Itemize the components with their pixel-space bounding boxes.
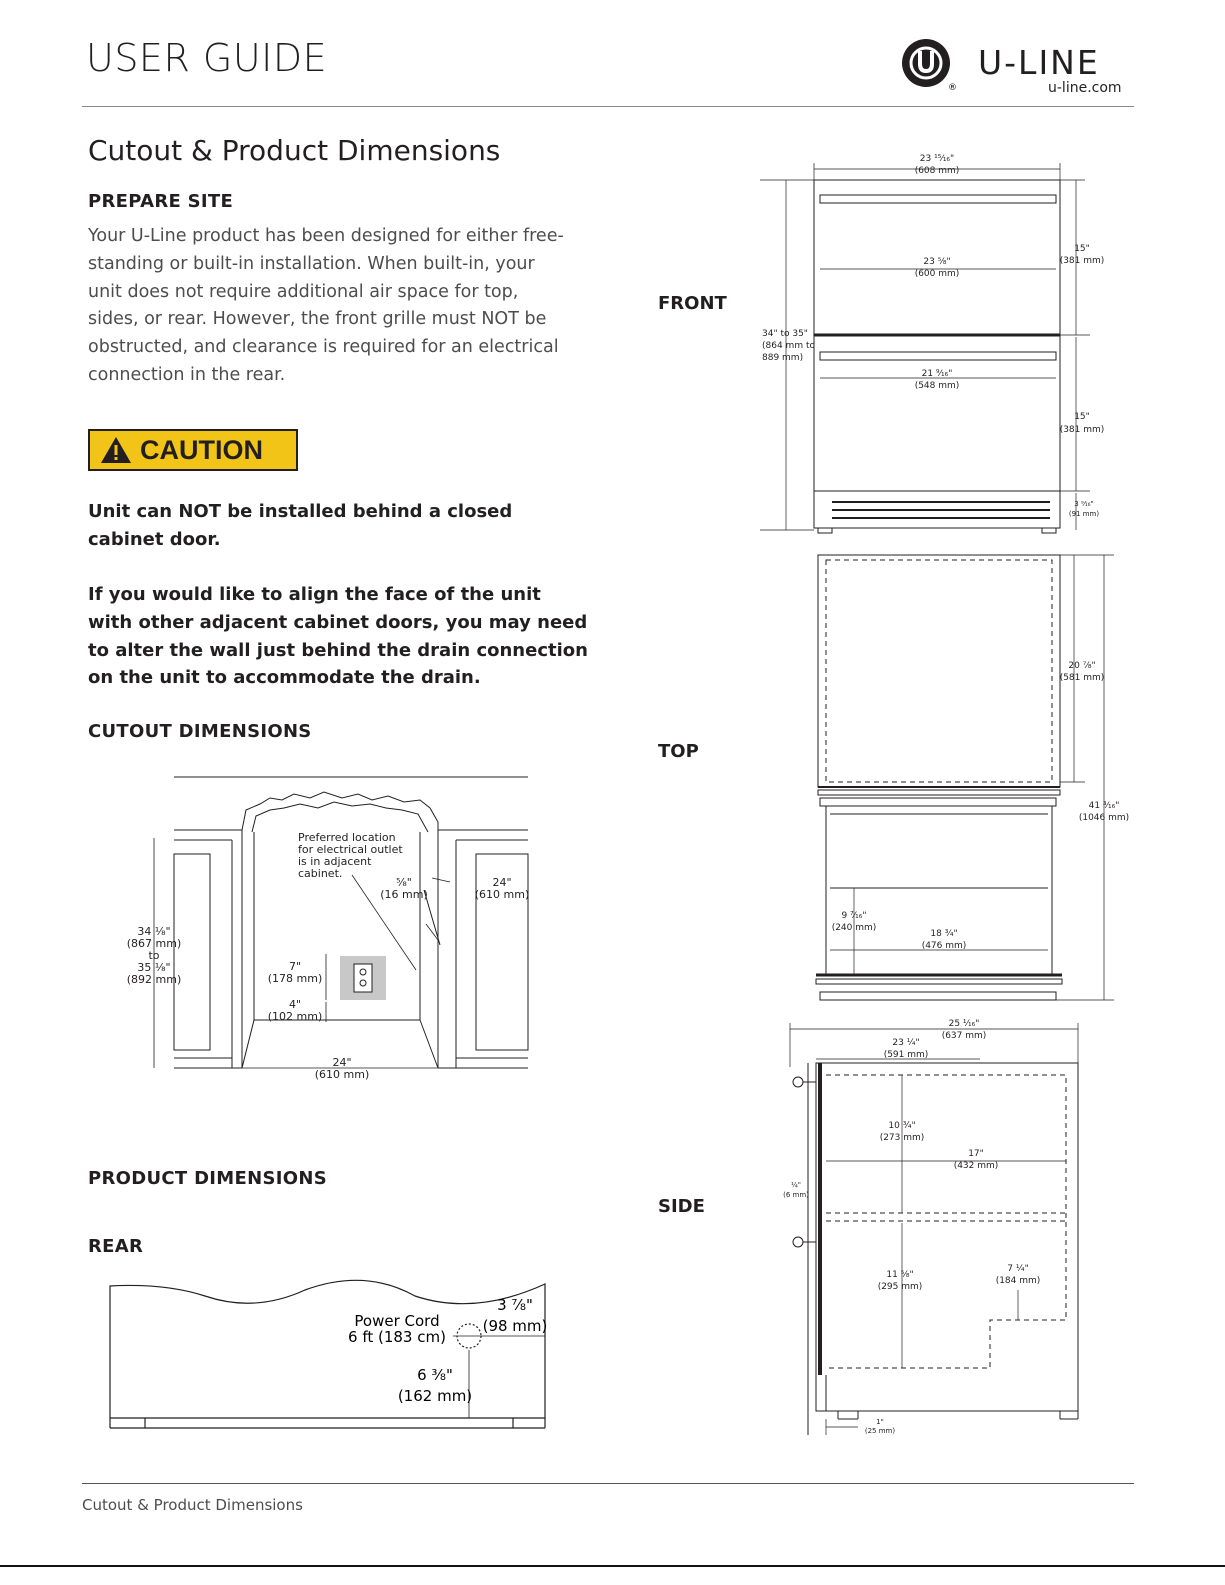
side-view-label: SIDE — [658, 1196, 705, 1217]
page-heading: Cutout & Product Dimensions — [88, 134, 501, 167]
front-upper-drawer-1: 15" — [1074, 244, 1090, 254]
caution-label: CAUTION — [140, 434, 263, 465]
cutout-diagram — [120, 770, 540, 1090]
cord-side-2: (98 mm) — [482, 1317, 548, 1335]
cutout-width-2: (610 mm) — [314, 1068, 370, 1081]
outlet-floor-2: (102 mm) — [267, 1010, 323, 1023]
outlet-note-2: for electrical outlet — [298, 843, 403, 856]
top-depth-1: 20 ⅞" — [1068, 661, 1096, 671]
cutout-dimensions-heading: CUTOUT DIMENSIONS — [88, 721, 312, 742]
top-drawer-depth-2: (240 mm) — [831, 923, 877, 933]
cutout-right-width-2: (610 mm) — [474, 888, 530, 901]
top-open-depth-2: (1046 mm) — [1078, 813, 1130, 823]
header-title: USER GUIDE — [86, 36, 328, 80]
website[interactable]: u-line.com — [1048, 80, 1122, 96]
front-grille-1: 3 ⁹⁄₁₆" — [1074, 500, 1094, 508]
cutout-gap-2: (16 mm) — [380, 888, 428, 901]
outlet-note-1: Preferred location — [298, 831, 396, 844]
front-upper-drawer-2: (381 mm) — [1059, 256, 1105, 266]
rear-diagram — [105, 1278, 555, 1438]
side-lower-height-1: 11 ⅝" — [886, 1270, 914, 1280]
u-line-logo — [902, 36, 1134, 96]
caution-badge — [88, 429, 298, 471]
cutout-right-width-1: 24" — [492, 876, 512, 889]
cord-side-1: 3 ⅞" — [497, 1296, 533, 1314]
cutout-height-3: to — [148, 949, 160, 962]
outlet-note-3: is in adjacent — [298, 855, 372, 868]
side-step-height-2: (184 mm) — [995, 1276, 1041, 1286]
cord-height-2: (162 mm) — [397, 1387, 473, 1405]
front-view-diagram — [750, 145, 1110, 540]
top-drawer-depth-1: 9 ⁷⁄₁₆" — [841, 911, 867, 921]
front-drawer-width-1: 23 ⅝" — [923, 257, 951, 267]
side-view-diagram — [780, 1015, 1100, 1440]
side-toe-1: 1" — [876, 1418, 884, 1426]
power-cord-label-2: 6 ft (183 cm) — [348, 1328, 446, 1346]
caution-warning-align-face: If you would like to align the face of the unit with other adjacent cabinet doors, you may need to alter the wall just behind the drain connection on the unit to accommodate the drain. — [88, 584, 588, 689]
front-overall-width-1: 23 ¹⁵⁄₁₆" — [919, 154, 955, 164]
registered-mark: ® — [948, 83, 957, 93]
side-inner-depth-1: 17" — [968, 1149, 984, 1159]
top-view-label: TOP — [658, 741, 699, 762]
side-step-height-1: 7 ¼" — [1007, 1264, 1029, 1274]
front-height-3: 889 mm) — [762, 353, 804, 363]
header-divider — [82, 106, 1134, 107]
top-view-diagram — [800, 550, 1130, 1010]
front-inner-width-2: (548 mm) — [914, 381, 960, 391]
side-inner-depth-2: (432 mm) — [953, 1161, 999, 1171]
footer-section-title: Cutout & Product Dimensions — [82, 1496, 303, 1514]
top-depth-2: (581 mm) — [1059, 673, 1105, 683]
warning-triangle-icon — [100, 435, 132, 465]
cord-height-1: 6 ⅜" — [417, 1366, 453, 1384]
side-upper-height-1: 10 ¾" — [888, 1121, 916, 1131]
front-lower-drawer-1: 15" — [1074, 412, 1090, 422]
front-view-label: FRONT — [658, 293, 727, 314]
product-dimensions-heading: PRODUCT DIMENSIONS — [88, 1168, 327, 1189]
front-drawer-width-2: (600 mm) — [914, 269, 960, 279]
rear-view-label: REAR — [88, 1236, 144, 1257]
outlet-note-4: cabinet. — [298, 867, 343, 880]
side-upper-height-2: (273 mm) — [879, 1133, 925, 1143]
cutout-width-1: 24" — [332, 1056, 352, 1069]
front-height-2: (864 mm to — [762, 341, 815, 351]
cutout-height-1: 34 ¹⁄₈" — [137, 925, 171, 938]
side-lower-height-2: (295 mm) — [877, 1282, 923, 1292]
front-inner-width-1: 21 ⁹⁄₁₆" — [921, 369, 953, 379]
cutout-gap-1: ⁵⁄₈" — [396, 876, 412, 889]
prepare-site-heading: PREPARE SITE — [88, 191, 234, 212]
side-overall-depth-1: 25 ¹⁄₁₆" — [948, 1019, 980, 1029]
prepare-site-body: Your U-Line product has been designed for either free-standing or built-in installation. When built-in, your unit does not require additional air space for top, sides, or rear. However, the front grille must NOT be obstructed, and clearance is required for an electrical connection in the rear. — [88, 226, 564, 385]
front-grille-2: (91 mm) — [1068, 510, 1100, 518]
side-toe-2: (25 mm) — [864, 1427, 896, 1435]
side-gap-1: ¼" — [790, 1181, 802, 1189]
front-height-1: 34" to 35" — [762, 329, 808, 339]
cutout-height-4: 35 ¹⁄₈" — [137, 961, 171, 974]
top-drawer-width-1: 18 ³⁄₄" — [930, 929, 958, 939]
caution-warning-closed-door: Unit can NOT be installed behind a closed cabinet door. — [88, 501, 513, 550]
outlet-floor-1: 4" — [288, 998, 302, 1011]
front-lower-drawer-2: (381 mm) — [1059, 425, 1105, 435]
power-cord-label-1: Power Cord — [354, 1312, 440, 1330]
side-cabinet-depth-1: 23 ¼" — [892, 1038, 920, 1048]
cutout-height-2: (867 mm) — [126, 937, 182, 950]
top-drawer-width-2: (476 mm) — [921, 941, 967, 951]
side-overall-depth-2: (637 mm) — [941, 1031, 987, 1041]
footer-divider — [82, 1483, 1134, 1484]
side-gap-2: (6 mm) — [783, 1191, 809, 1199]
side-cabinet-depth-2: (591 mm) — [883, 1050, 929, 1060]
outlet-height-1: 7" — [288, 960, 302, 973]
brand-name: U-LINE — [978, 43, 1100, 82]
outlet-height-2: (178 mm) — [267, 972, 323, 985]
front-overall-width-2: (608 mm) — [914, 166, 960, 176]
cutout-height-5: (892 mm) — [126, 973, 182, 986]
top-open-depth-1: 41 ³⁄₁₆" — [1088, 801, 1120, 811]
bottom-border — [0, 1565, 1225, 1567]
